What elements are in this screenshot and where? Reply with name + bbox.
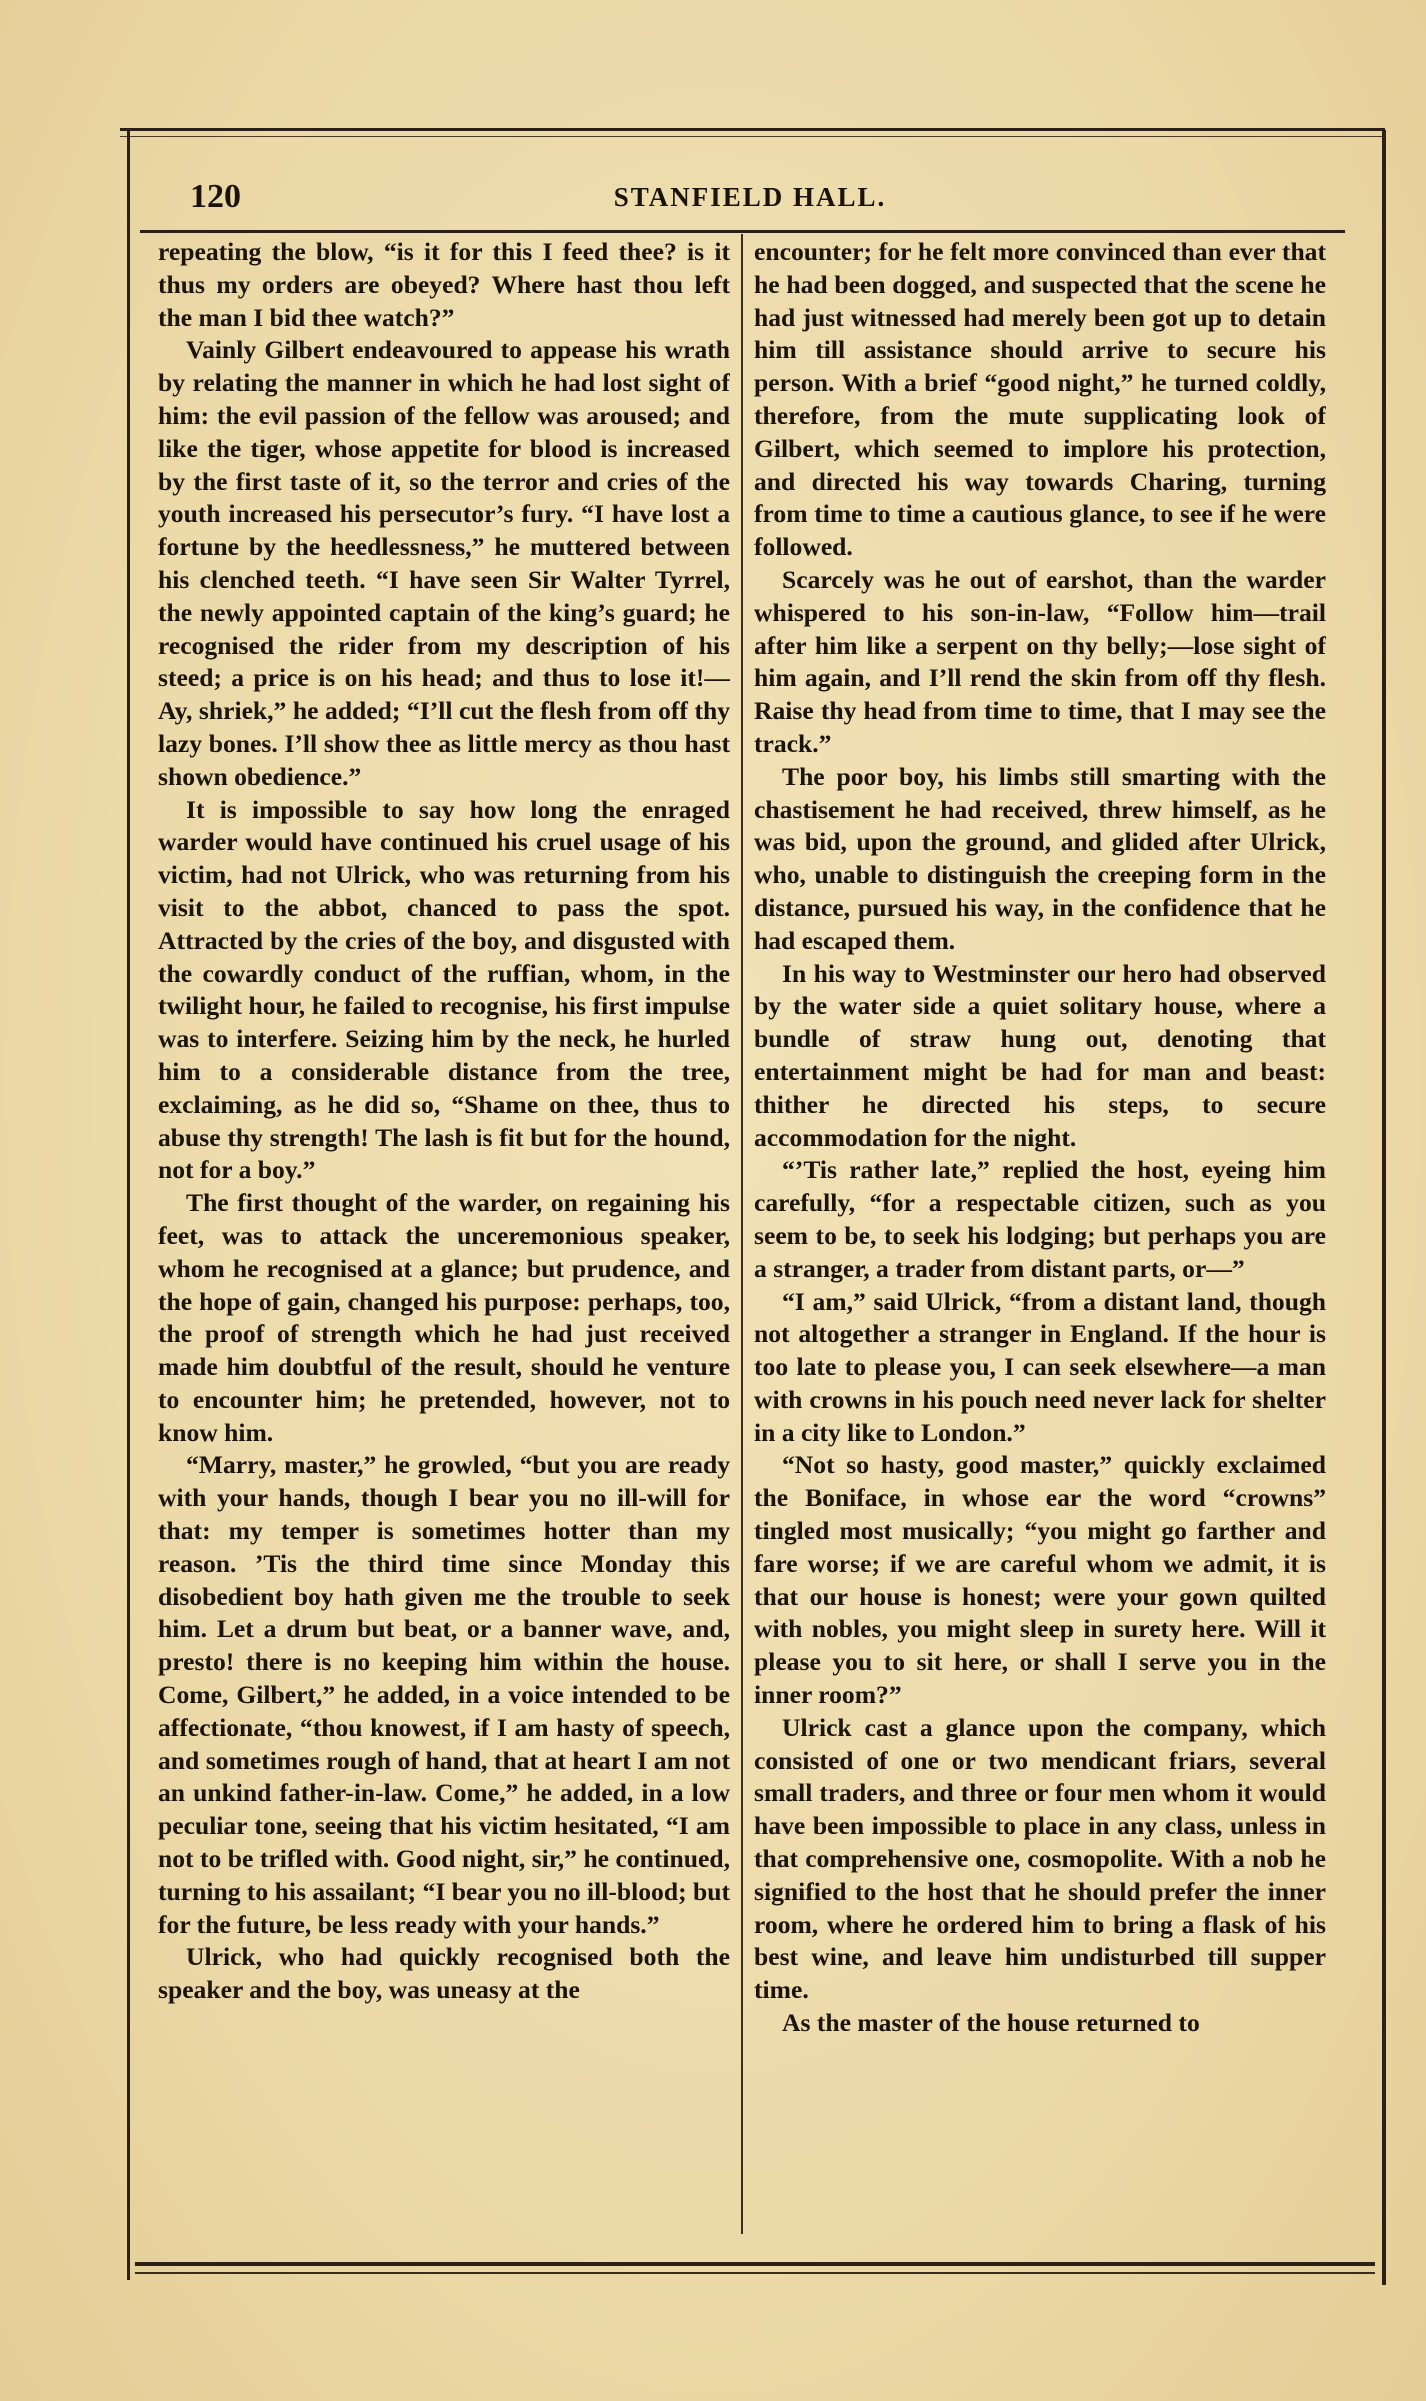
- column-divider: [741, 234, 743, 2234]
- paragraph: “Not so hasty, good master,” quickly exclaimed the Boniface, in whose ear the word “crowns” tingled most musically; “you might go farther and fare worse; if we are careful whom we admit, it is that our house is honest; were your gown quilted with nobles, you might sleep in surety here. Will it please you to sit here, or shall I serve you in the inner room?”: [754, 1450, 1326, 1710]
- header-rule: [140, 230, 1345, 233]
- paragraph: “’Tis rather late,” replied the host, eyeing him carefully, “for a respectable citizen, such as you seem to be, to seek his lodging; but perhaps you are a stranger, a trader from distant parts, or—”: [754, 1155, 1326, 1283]
- right-border-rule: [1382, 130, 1386, 2285]
- page-header: [140, 178, 1360, 228]
- paragraph: In his way to Westminster our hero had observed by the water side a quiet solitary house, where a bundle of straw hung out, denoting that entertainment might be had for man and beast: thither he directed his steps, to secure accommodation for the night.: [754, 958, 1326, 1152]
- paragraph: repeating the blow, “is it for this I feed thee? is it thus my orders are obeyed? Where hast thou left the man I bid thee watch?”: [158, 237, 730, 332]
- paragraph: Ulrick, who had quickly recognised both the speaker and the boy, was uneasy at the: [158, 1942, 730, 2005]
- left-border-rule: [127, 130, 130, 2280]
- left-column: [158, 236, 730, 2246]
- top-border-rule-thin: [120, 136, 1385, 137]
- running-title: STANFIELD HALL.: [613, 182, 887, 212]
- paragraph: Vainly Gilbert endeavoured to appease his wrath by relating the manner in which he had lost sight of him: the evil passion of the fellow was aroused; and like the tiger, whose appetite for blood is increased by the first taste of it, so the terror and cries of the youth increased his persecutor’s fury. “I have lost a fortune by the heedlessness,” he muttered between his clenched teeth. “I have seen Sir Walter Tyrrel, the newly appointed captain of the king’s guard; he recognised the rider from my description of his steed; a price is on his head; and thus to lose it!— Ay, shriek,” he added; “I’ll cut the flesh from off thy lazy bones. I’ll show thee as little mercy as thou hast shown obedience.”: [158, 335, 730, 791]
- bottom-border-rule: [135, 2262, 1375, 2266]
- paragraph: As the master of the house returned to: [782, 2008, 1200, 2038]
- paragraph: Scarcely was he out of earshot, than the warder whispered to his son-in-law, “Follow him—trail after him like a serpent on thy belly;—lose sight of him again, and I’ll rend the skin from off thy flesh. Raise thy head from time to time, that I may see the track.”: [754, 564, 1326, 758]
- paragraph: “Marry, master,” he growled, “but you are ready with your hands, though I bear you no ill-will for that: my temper is sometimes hotter than my reason. ’Tis the third time since Monday this disobedient boy hath given me the trouble to seek him. Let a drum but beat, or a banner wave, and, presto! there is no keeping him within the house. Come, Gilbert,” he added, in a voice intended to be affectionate, “thou knowest, if I am hasty of speech, and sometimes rough of hand, that at heart I am not an unkind father-in-law. Come,” he added, in a low peculiar tone, seeing that his victim hesitated, “I am not to be trifled with. Good night, sir,” he continued, turning to his assailant; “I bear you no ill-blood; but for the future, be less ready with your hands.”: [158, 1450, 730, 1939]
- paragraph: “I am,” said Ulrick, “from a distant land, though not altogether a stranger in England. If the hour is too late to please you, I can seek elsewhere—a man with crowns in his pouch need never lack for shelter in a city like to London.”: [754, 1286, 1326, 1447]
- right-column: [754, 236, 1326, 2246]
- bottom-border-rule-thin: [135, 2272, 1375, 2274]
- paragraph: Ulrick cast a glance upon the company, which consisted of one or two mendicant friars, several small traders, and three or four men whom it would have been impossible to place in any class, unless in that comprehensive one, cosmopolite. With a nob he signified to the host that he should prefer the inner room, where he ordered him to bring a flask of his best wine, and leave him undisturbed till supper time.: [754, 1712, 1326, 2005]
- paragraph: The first thought of the warder, on regaining his feet, was to attack the unceremonious speaker, whom he recognised at a glance; but prudence, and the hope of gain, changed his purpose: perhaps, too, the proof of strength which he had just received made him doubtful of the result, should he venture to encounter him; he pretended, however, not to know him.: [158, 1188, 730, 1447]
- page-number: 120: [190, 178, 241, 215]
- paragraph: encounter; for he felt more convinced than ever that he had been dogged, and suspected that the scene he had just witnessed had merely been got up to detain him till assistance should arrive to secure his person. With a brief “good night,” he turned coldly, therefore, from the mute supplicating look of Gilbert, which seemed to implore his protection, and directed his way towards Charing, turning from time to time a cautious glance, to see if he were followed.: [754, 237, 1326, 562]
- top-border-rule: [120, 128, 1385, 131]
- paragraph: It is impossible to say how long the enraged warder would have continued his cruel usage of his victim, had not Ulrick, who was returning from his visit to the abbot, chanced to pass the spot. Attracted by the cries of the boy, and disgusted with the cowardly conduct of the ruffian, whom, in the twilight hour, he failed to recognise, his first impulse was to interfere. Seizing him by the neck, he hurled him to a considerable distance from the tree, exclaiming, as he did so, “Shame on thee, thus to abuse thy strength! The lash is fit but for the hound, not for a boy.”: [158, 794, 730, 1185]
- paragraph: The poor boy, his limbs still smarting with the chastisement he had received, threw himself, as he was bid, upon the ground, and glided after Ulrick, who, unable to distinguish the creeping form in the distance, pursued his way, in the confidence that he had escaped them.: [754, 761, 1326, 955]
